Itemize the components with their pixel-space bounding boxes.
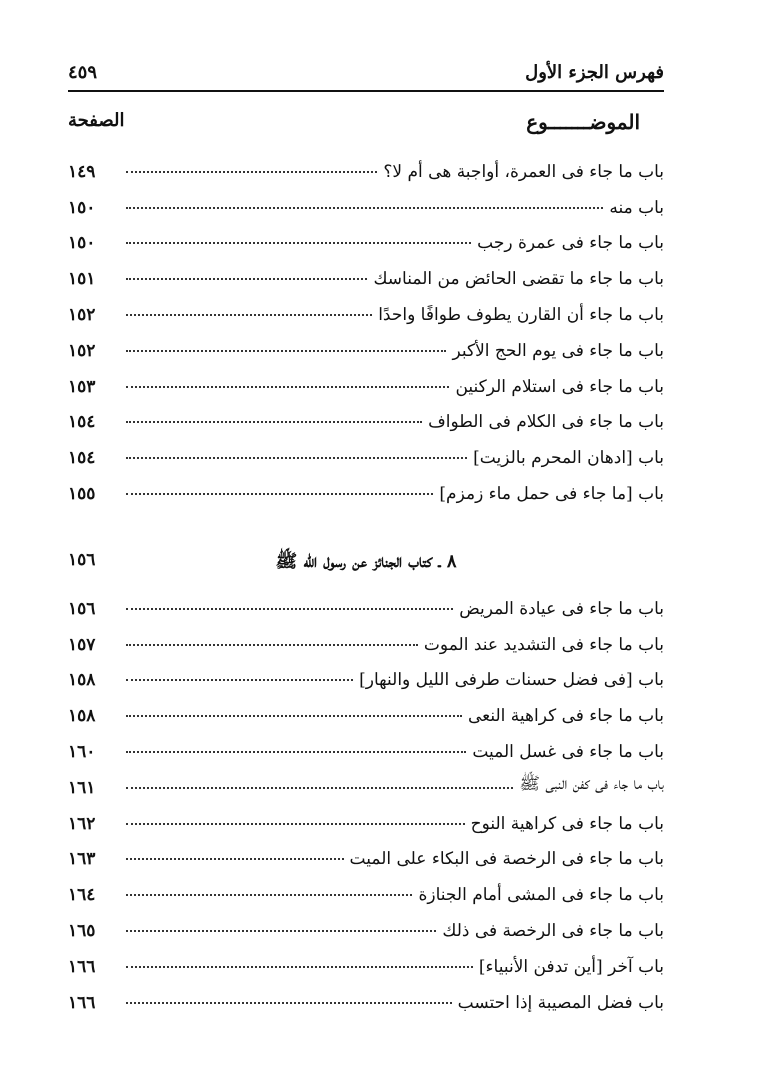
toc-entry-title: باب ما جاء فى كفن النبى ﷺ	[519, 773, 664, 794]
dot-leader	[126, 715, 462, 717]
toc-entry-page: ١٥٥	[68, 483, 96, 504]
toc-entry-page: ١٥٣	[68, 376, 96, 397]
toc-entry	[68, 834, 664, 870]
dot-leader	[126, 787, 513, 789]
dot-leader	[126, 966, 473, 968]
toc-entry-title: باب آخر [أين تدفن الأنبياء]	[478, 956, 664, 977]
dot-leader	[126, 1002, 452, 1004]
chapter-title: ٨ ـ كتاب الجنائز عن رسول الله ﷺ	[275, 551, 457, 572]
dot-leader	[126, 457, 467, 459]
dot-leader	[126, 314, 372, 316]
toc-entry-page: ١٥٤	[68, 412, 96, 433]
header-page-number: ٤٥٩	[68, 62, 98, 83]
dot-leader	[126, 493, 433, 495]
toc-entry	[68, 619, 664, 655]
toc-entry	[68, 218, 664, 254]
toc-entry	[68, 977, 664, 1013]
toc-entry-title: باب ما جاء فى الرخصة فى ذلك	[442, 920, 664, 941]
dot-leader	[126, 350, 446, 352]
toc-entry-title: باب ما جاء فى عيادة المريض	[459, 598, 664, 619]
toc-entry	[68, 468, 664, 504]
dot-leader	[126, 930, 436, 932]
toc-entry	[68, 690, 664, 726]
running-header	[68, 58, 664, 90]
toc-entry-page: ١٥٠	[68, 197, 96, 218]
toc-entry-title: باب [فى فضل حسنات طرفى الليل والنهار]	[359, 670, 664, 691]
toc-entry	[68, 905, 664, 941]
dot-leader	[126, 421, 422, 423]
toc-entry-page: ١٦٣	[68, 849, 96, 870]
dot-leader	[126, 207, 603, 209]
toc-entry	[68, 361, 664, 397]
toc-entry	[68, 655, 664, 691]
chapter-heading	[68, 548, 664, 582]
toc-entry-page: ١٥٦	[68, 598, 96, 619]
column-headings	[68, 110, 640, 142]
toc-entry-title: باب ما جاء فى الرخصة فى البكاء على الميت	[349, 849, 664, 870]
toc-entry	[68, 397, 664, 433]
toc-section-funerals	[68, 583, 664, 1013]
toc-entry-page: ١٥٢	[68, 340, 96, 361]
dot-leader	[126, 894, 412, 896]
toc-entry-page: ١٥٨	[68, 706, 96, 727]
topic-column-heading: الموضـــــــوع	[526, 110, 640, 134]
dot-leader	[126, 242, 471, 244]
dot-leader	[126, 679, 353, 681]
dot-leader	[126, 608, 453, 610]
dot-leader	[126, 278, 367, 280]
toc-entry	[68, 583, 664, 619]
toc-entry-page: ١٦٠	[68, 741, 96, 762]
dot-leader	[126, 823, 465, 825]
toc-entry	[68, 146, 664, 182]
toc-entry	[68, 325, 664, 361]
toc-entry-title: باب [ادهان المحرم بالزيت]	[473, 448, 664, 469]
toc-entry-title: باب ما جاء فى يوم الحج الأكبر	[452, 340, 664, 361]
toc-entry-title: باب ما جاء فى التشديد عند الموت	[423, 634, 664, 655]
toc-entry-page: ١٦٥	[68, 920, 96, 941]
toc-entry	[68, 941, 664, 977]
toc-entry-page: ١٦١	[68, 777, 96, 798]
toc-entry-title: باب ما جاء فى العمرة، أواجبة هى أم لا؟	[383, 161, 664, 182]
toc-entry-page: ١٥٤	[68, 448, 96, 469]
toc-entry-title: باب ما جاء فى الكلام فى الطواف	[428, 412, 664, 433]
toc-entry-title: باب ما جاء فى عمرة رجب	[477, 233, 664, 254]
dot-leader	[126, 171, 377, 173]
toc-entry	[68, 253, 664, 289]
toc-entry-title: باب منه	[609, 197, 664, 218]
toc-entry	[68, 726, 664, 762]
dot-leader	[126, 751, 466, 753]
toc-entry-page: ١٥٨	[68, 670, 96, 691]
toc-entry-title: باب ما جاء فى كراهية النعى	[467, 706, 664, 727]
page-column-heading: الصفحة	[68, 110, 125, 131]
header-title: فهرس الجزء الأول	[525, 62, 664, 83]
toc-entry-page: ١٥٠	[68, 233, 96, 254]
toc-entry-title: باب فضل المصيبة إذا احتسب	[457, 992, 664, 1013]
toc-entry	[68, 182, 664, 218]
toc-entry-title: باب [ما جاء فى حمل ماء زمزم]	[439, 483, 664, 504]
toc-entry	[68, 762, 664, 798]
dot-leader	[126, 644, 418, 646]
toc-entry-page: ١٦٤	[68, 885, 96, 906]
toc-entry-title: باب ما جاء فى المشى أمام الجنازة	[418, 885, 664, 906]
toc-entry	[68, 798, 664, 834]
toc-entry	[68, 432, 664, 468]
dot-leader	[126, 858, 344, 860]
toc-entry-page: ١٥٢	[68, 304, 96, 325]
toc-entry-title: باب ما جاء فى كراهية النوح	[470, 813, 664, 834]
toc-entry-page: ١٥١	[68, 269, 96, 290]
toc-entry-page: ١٦٢	[68, 813, 96, 834]
toc-entry-title: باب ما جاء فى غسل الميت	[472, 741, 664, 762]
toc-entry-page: ١٥٧	[68, 634, 96, 655]
toc-section-hajj	[68, 146, 664, 504]
toc-entry-title: باب ما جاء أن القارن يطوف طوافًا واحدًا	[378, 304, 664, 325]
header-rule	[68, 90, 664, 92]
dot-leader	[126, 386, 449, 388]
toc-entry-page: ١٦٦	[68, 956, 96, 977]
toc-entry-page: ١٦٦	[68, 992, 96, 1013]
toc-entry-page: ١٤٩	[68, 161, 96, 182]
chapter-page-number: ١٥٦	[68, 550, 96, 570]
toc-entry	[68, 289, 664, 325]
toc-entry-title: باب ما جاء ما تقضى الحائض من المناسك	[373, 269, 664, 290]
toc-entry-title: باب ما جاء فى استلام الركنين	[455, 376, 664, 397]
toc-entry	[68, 869, 664, 905]
